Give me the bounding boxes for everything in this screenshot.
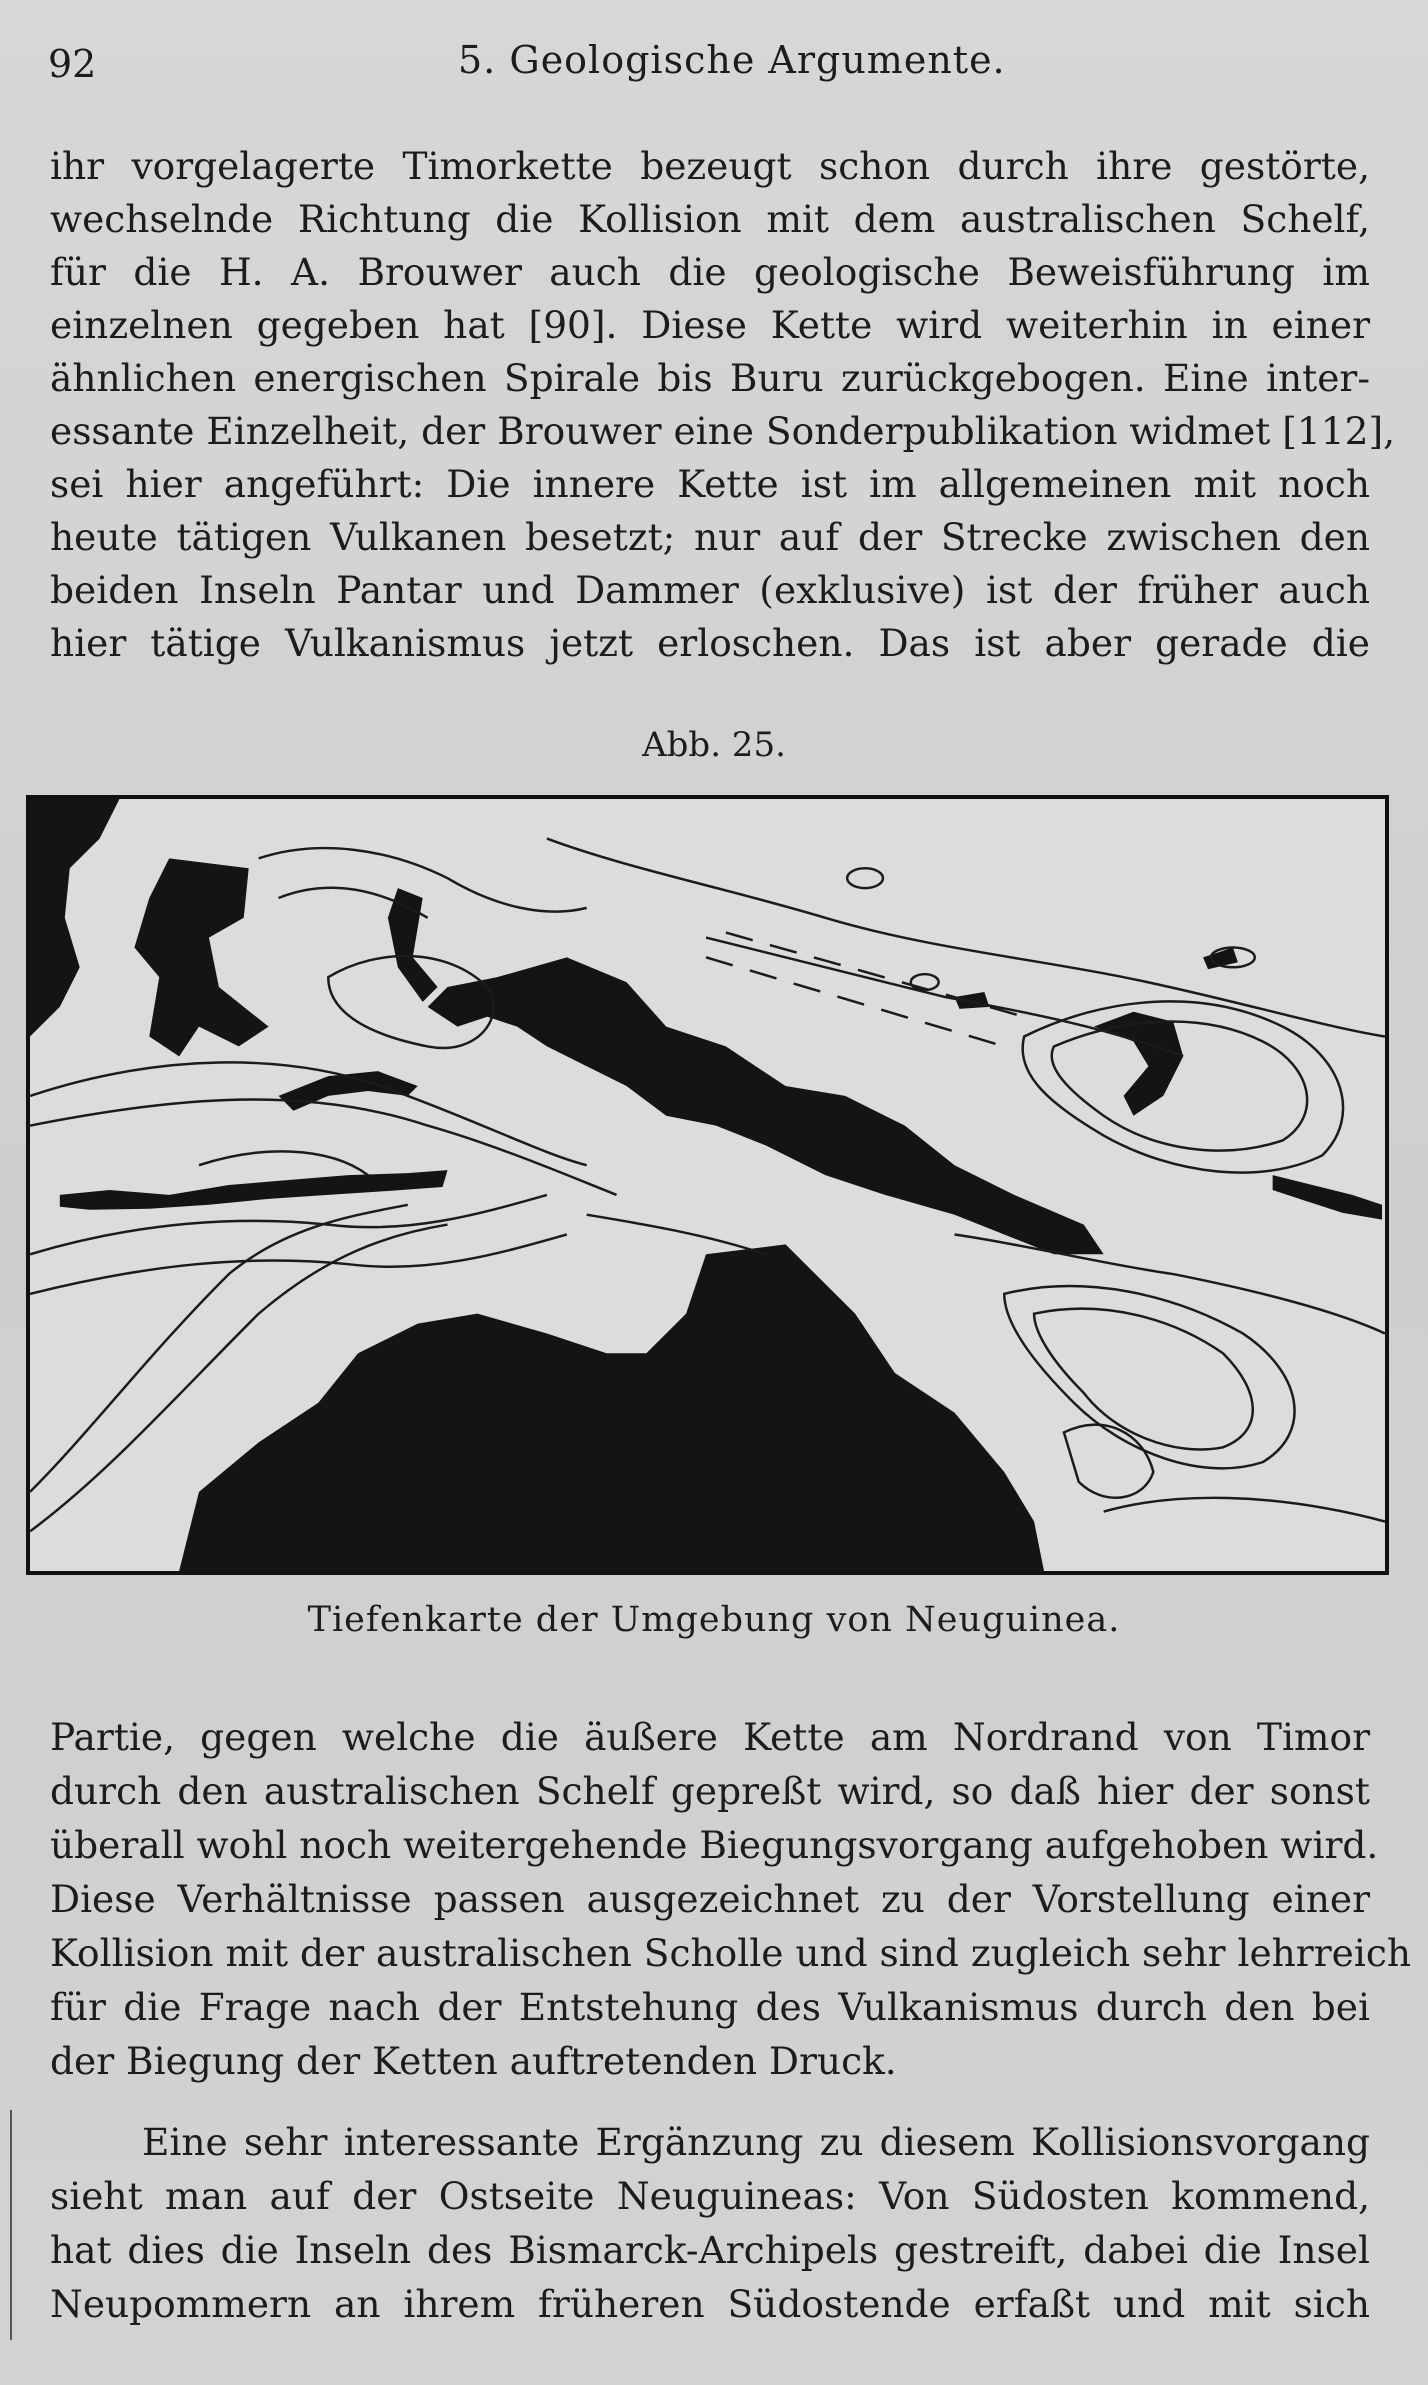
text-line: Kollision mit der australischen Scholle und sind zugleich sehr lehrreich bbox=[50, 1931, 1411, 1975]
text-line: beiden Inseln Pantar und Dammer (exklusive) ist der früher auch bbox=[50, 568, 1370, 612]
depth-contour bbox=[955, 1234, 1385, 1333]
landmass-celebes bbox=[134, 858, 268, 1056]
island-chain-south bbox=[60, 1170, 448, 1210]
text-line: hier tätige Vulkanismus jetzt erloschen. Das ist aber gerade die bbox=[50, 621, 1370, 665]
depth-contour bbox=[1052, 1022, 1307, 1151]
island-new-britain bbox=[1094, 1012, 1183, 1116]
text-line: sei hier angeführt: Die innere Kette ist im allgemeinen mit noch bbox=[50, 462, 1370, 506]
figure-label: Abb. 25. bbox=[642, 725, 786, 765]
paragraph-middle bbox=[50, 1710, 1411, 2088]
landmass-new-guinea bbox=[428, 957, 1104, 1254]
paragraph-top bbox=[50, 140, 1396, 670]
depth-contour bbox=[30, 1234, 567, 1293]
text-line: für die Frage nach der Entstehung des Vulkanismus durch den bei bbox=[50, 1985, 1370, 2029]
text-line: Neupommern an ihrem früheren Südostende erfaßt und mit sich bbox=[50, 2282, 1370, 2326]
text-line: der Biegung der Ketten auftretenden Druck. bbox=[50, 2039, 897, 2083]
text-line: wechselnde Richtung die Kollision mit dem australischen Schelf, bbox=[50, 197, 1370, 241]
figure-caption: Tiefenkarte der Umgebung von Neuguinea. bbox=[307, 1600, 1121, 1640]
paragraph-bottom bbox=[50, 2115, 1370, 2331]
depth-contour bbox=[706, 938, 1183, 1057]
text-line: hat dies die Inseln des Bismarck-Archipels gestreift, dabei die Insel bbox=[50, 2228, 1370, 2272]
depth-contour bbox=[199, 1151, 368, 1175]
text-line: Eine sehr interessante Ergänzung zu diesem Kollisionsvorgang bbox=[142, 2120, 1370, 2164]
running-title: 5. Geologische Argumente. bbox=[458, 38, 1006, 82]
text-line: Diese Verhältnisse passen ausgezeichnet zu der Vorstellung einer bbox=[50, 1877, 1370, 1921]
margin-mark bbox=[10, 2110, 12, 2340]
text-line: Partie, gegen welche die äußere Kette am Nordrand von Timor bbox=[50, 1715, 1370, 1759]
text-line: ähnlichen energischen Spirale bis Buru zurückgebogen. Eine inter- bbox=[50, 356, 1370, 400]
depth-map-illustration bbox=[30, 799, 1385, 1571]
text-line: für die H. A. Brouwer auch die geologische Beweisführung im bbox=[50, 250, 1370, 294]
depth-contour bbox=[587, 1215, 766, 1255]
text-line: ihr vorgelagerte Timorkette bezeugt schon durch ihre gestörte, bbox=[50, 144, 1370, 188]
depth-contour bbox=[1034, 1309, 1253, 1450]
island-chain-east bbox=[1273, 1175, 1382, 1220]
depth-contour bbox=[1104, 1498, 1385, 1522]
depth-map-figure bbox=[26, 795, 1389, 1575]
island-halmahera bbox=[388, 888, 438, 1002]
landmass-west bbox=[30, 799, 119, 1037]
text-line: heute tätigen Vulkanen besetzt; nur auf der Strecke zwischen den bbox=[50, 515, 1370, 559]
text-line: durch den australischen Schelf gepreßt wird, so daß hier der sonst bbox=[50, 1769, 1370, 1813]
text-line: überall wohl noch weitergehende Biegungsvorgang aufgehoben wird. bbox=[50, 1823, 1379, 1867]
text-line: essante Einzelheit, der Brouwer eine Sonderpublikation widmet [112], bbox=[50, 409, 1396, 453]
depth-contour bbox=[259, 848, 587, 911]
page-header bbox=[48, 30, 1388, 90]
text-line: sieht man auf der Ostseite Neuguineas: Von Südosten kommend, bbox=[50, 2174, 1370, 2218]
text-line: einzelnen gegeben hat [90]. Diese Kette wird weiterhin in einer bbox=[50, 303, 1370, 347]
page-number: 92 bbox=[48, 42, 97, 86]
depth-contour bbox=[847, 868, 883, 888]
landmass-australia bbox=[179, 1244, 1044, 1571]
